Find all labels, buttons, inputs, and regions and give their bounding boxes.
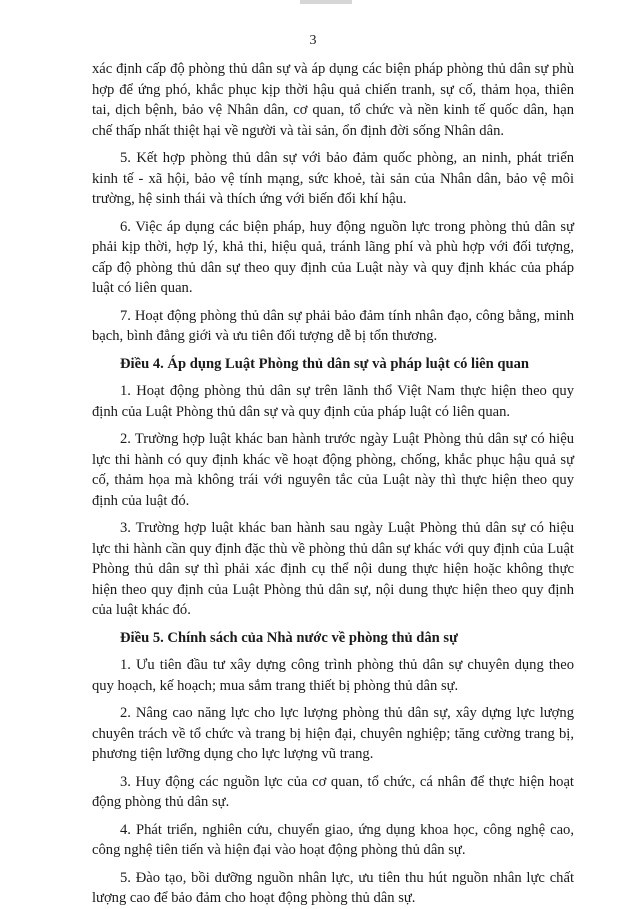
article-5-clause-5: 5. Đào tạo, bồi dưỡng nguồn nhân lực, ưu tiên thu hút nguồn nhân lực chất lượng cao để bảo đảm cho hoạt động phòng thủ dân sự. xyxy=(92,869,574,906)
paragraph-principle-6: 6. Việc áp dụng các biện pháp, huy động nguồn lực trong phòng thủ dân sự phải kịp thời, hợp lý, khả thi, hiệu quả, tránh lãng phí và phù hợp với đối tượng, cấp độ phòng thủ dân sự theo quy định của Luật này và quy định khác của pháp luật có liên quan. xyxy=(92,218,574,296)
article-4-clause-3: 3. Trường hợp luật khác ban hành sau ngày Luật Phòng thủ dân sự có hiệu lực thi hành cần quy định đặc thù về phòng thủ dân sự khác với quy định của Luật Phòng thủ dân sự thì phải xác định cụ thể nội dung thực hiện hoặc không thực hiện theo quy định của Luật Phòng thủ dân sự, nội dung thực hiện theo quy định của luật khác đó. xyxy=(92,520,574,618)
paragraph-continued: xác định cấp độ phòng thủ dân sự và áp dụng các biện pháp phòng thủ dân sự phù hợp để ứng phó, khắc phục kịp thời hậu quả chiến tranh, sự cố, thảm họa, thiên tai, dịch bệnh, bảo vệ Nhân dân, cơ quan, tổ chức và nền kinh tế quốc dân, hạn chế thấp nhất thiệt hại về người và tài sản, ổn định đời sống Nhân dân. xyxy=(92,61,574,139)
article-5-clause-1: 1. Ưu tiên đầu tư xây dựng công trình phòng thủ dân sự chuyên dụng theo quy hoạch, kế hoạch; mua sắm trang thiết bị phòng thủ dân sự. xyxy=(92,657,574,694)
top-edge-mark xyxy=(300,0,352,4)
article-4-clause-2: 2. Trường hợp luật khác ban hành trước ngày Luật Phòng thủ dân sự có hiệu lực thi hành có quy định khác về hoạt động phòng, chống, khắc phục hậu quả sự cố, thảm họa mà không trái với nguyên tắc của Luật này thì thực hiện theo quy định của luật đó. xyxy=(92,431,574,509)
article-4-heading: Điều 4. Áp dụng Luật Phòng thủ dân sự và pháp luật có liên quan xyxy=(120,355,530,372)
article-5-heading: Điều 5. Chính sách của Nhà nước về phòng thủ dân sự xyxy=(120,629,458,646)
article-5-clause-4: 4. Phát triển, nghiên cứu, chuyển giao, ứng dụng khoa học, công nghệ cao, công nghệ tiên tiến và hiện đại vào hoạt động phòng thủ dân sự. xyxy=(92,821,574,858)
article-4-clause-1: 1. Hoạt động phòng thủ dân sự trên lãnh thổ Việt Nam thực hiện theo quy định của Luật Phòng thủ dân sự và quy định của pháp luật có liên quan. xyxy=(92,383,574,420)
paragraph-principle-7: 7. Hoạt động phòng thủ dân sự phải bảo đảm tính nhân đạo, công bằng, minh bạch, bình đẳng giới và ưu tiên đối tượng dễ bị tổn thương. xyxy=(92,307,574,344)
article-5-clause-2: 2. Nâng cao năng lực cho lực lượng phòng thủ dân sự, xây dựng lực lượng chuyên trách về tổ chức và trang bị hiện đại, chuyên nghiệp; tăng cường trang bị, phương tiện lưỡng dụng cho lực lượng vũ trang. xyxy=(92,705,574,762)
page-number: 3 xyxy=(309,33,317,48)
article-5-clause-3: 3. Huy động các nguồn lực của cơ quan, tổ chức, cá nhân để thực hiện hoạt động phòng thủ dân sự. xyxy=(92,773,574,810)
paragraph-principle-5: 5. Kết hợp phòng thủ dân sự với bảo đảm quốc phòng, an ninh, phát triển kinh tế - xã hội, bảo vệ tính mạng, sức khoẻ, tài sản của Nhân dân, bảo vệ môi trường, hệ sinh thái và thích ứng với biến đổi khí hậu. xyxy=(92,150,574,207)
